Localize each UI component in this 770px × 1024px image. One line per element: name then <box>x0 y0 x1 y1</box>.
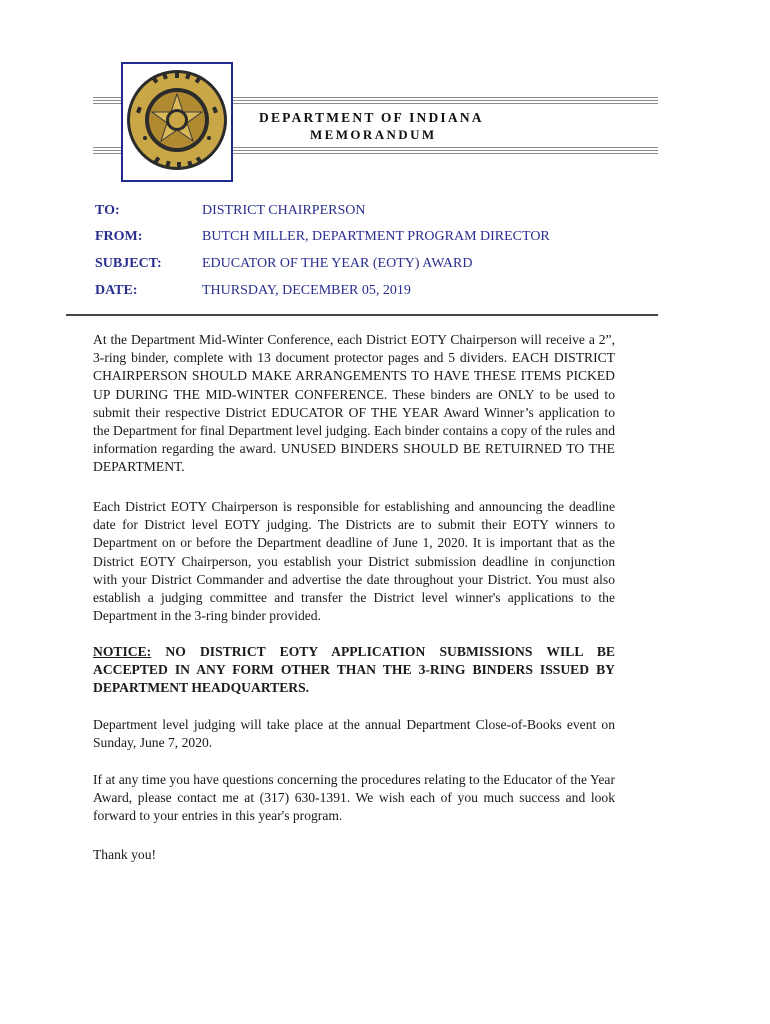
paragraph-chairperson-duties: Each District EOTY Chairperson is responsible for establishing and announcing the deadline date for District level EOTY judging. The Districts are to submit their EOTY winners to Department on or before the Department deadline of June 1, 2020. It is important that as the District EOTY Chairperson, you establish your District submission deadline in conjunction with your District Commander and advertise the date throughout your District. You must also establish a judging committee and transfer the District level winner's applications to the Department in the 3-ring binder provided. <box>93 499 615 624</box>
notice-label: NOTICE: <box>93 644 152 659</box>
american-legion-emblem-icon <box>123 64 231 180</box>
date-value: THURSDAY, DECEMBER 05, 2019 <box>202 283 411 298</box>
subject-value: EDUCATOR OF THE YEAR (EOTY) AWARD <box>202 256 473 271</box>
from-label: FROM: <box>95 229 143 244</box>
closing-text: Thank you! <box>93 847 157 862</box>
to-label: TO: <box>95 203 120 218</box>
notice-paragraph <box>93 643 615 698</box>
paragraph-contact: If at any time you have questions concerning the procedures relating to the Educator of the Year Award, please contact me at (317) 630-1391. We wish each of you much success and look forward to your entries in this year's program. <box>93 772 615 824</box>
department-title: DEPARTMENT OF INDIANA <box>259 110 484 125</box>
from-value: BUTCH MILLER, DEPARTMENT PROGRAM DIRECTOR <box>202 229 550 244</box>
notice-text: NO DISTRICT EOTY APPLICATION SUBMISSIONS WILL BE ACCEPTED IN ANY FORM OTHER THAN THE 3-RING BINDERS ISSUED BY DEPARTMENT HEADQUARTERS. <box>93 644 615 696</box>
subject-label: SUBJECT: <box>95 256 162 271</box>
paragraph-judging-date: Department level judging will take place at the annual Department Close-of-Books event on Sunday, June 7, 2020. <box>93 717 615 751</box>
paragraph-binder-info: At the Department Mid-Winter Conference, each District EOTY Chairperson will receive a 2”, 3-ring binder, complete with 13 document protector pages and 5 dividers. EACH DISTRICT CHAIRPERSON SHOULD MAKE ARRANGEMENTS TO HAVE THESE ITEMS PICKED UP DURING THE MID-WINTER CONFERENCE. These binders are ONLY to be used to submit their respective District EDUCATOR OF THE YEAR Award Winner’s application to the Department for final Department level judging. Each binder contains a copy of the rules and information regarding the award. UNUSED BINDERS SHOULD BE RETUIRNED TO THE DEPARTMENT. <box>93 332 615 475</box>
memo-divider <box>66 314 658 316</box>
memorandum-title: MEMORANDUM <box>310 127 437 142</box>
to-value: DISTRICT CHAIRPERSON <box>202 203 366 218</box>
date-label: DATE: <box>95 283 138 298</box>
american-legion-logo <box>121 62 233 182</box>
